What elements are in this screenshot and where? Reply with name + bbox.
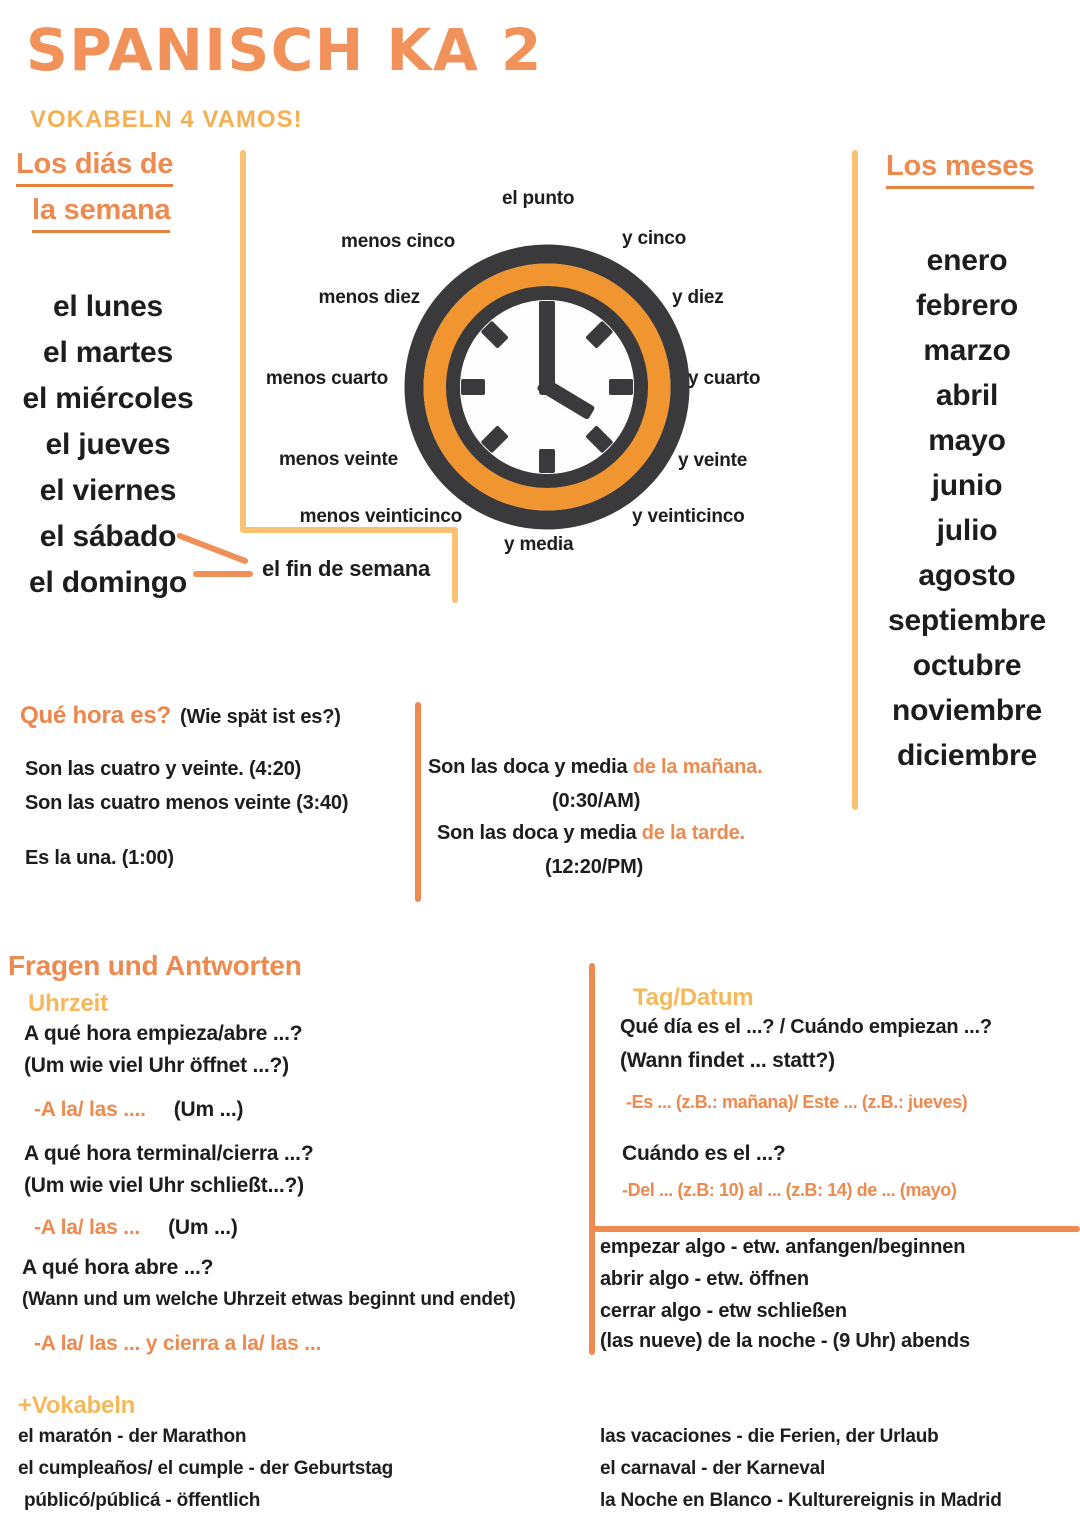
time-heading-row — [20, 702, 341, 730]
answer-text: -A la/ las ... y cierra a la/ las ... — [34, 1332, 322, 1355]
time-example-text: Son las doca y media — [428, 756, 633, 778]
qa-divider-vertical-line — [589, 963, 595, 1355]
vocab-item: el cumpleaños/ el cumple - der Geburtstag — [18, 1458, 394, 1479]
answer-note: (Um ...) — [173, 1098, 244, 1121]
clock-label-y-media: y media — [504, 534, 574, 555]
month-item: abril — [935, 379, 999, 412]
days-list — [2, 284, 214, 606]
time-example: Son las cuatro y veinte. (4:20) — [25, 758, 302, 780]
clock-label-y-cuarto: y cuarto — [688, 368, 761, 389]
clock-label-menos-cinco: menos cinco — [341, 231, 455, 252]
answer-note: (Um ...) — [168, 1216, 238, 1239]
verb-item: empezar algo - etw. anfangen/beginnen — [600, 1236, 966, 1258]
question-translation: (Um wie viel Uhr öffnet ...?) — [24, 1054, 289, 1077]
question-text: A qué hora abre ...? — [22, 1256, 214, 1279]
verb-item: cerrar algo - etw schließen — [600, 1300, 847, 1322]
clock-label-menos-veinte: menos veinte — [278, 449, 398, 470]
days-heading-line2: la semana — [32, 194, 170, 233]
vocab-item: las vacaciones - die Ferien, der Urlaub — [600, 1426, 939, 1447]
month-item: octubre — [912, 649, 1022, 682]
weekend-label: el fin de semana — [262, 556, 430, 581]
page-subtitle: VOKABELN 4 VAMOS! — [30, 106, 303, 133]
question-text: Cuándo es el ...? — [622, 1142, 786, 1165]
time-example-text: Son las doca y media — [437, 822, 642, 844]
day-item: el lunes — [52, 290, 164, 323]
question-translation: (Um wie viel Uhr schließt...?) — [24, 1174, 304, 1197]
weekend-connector-line-domingo — [193, 571, 253, 577]
vocab-item: públicó/públicá - öffentlich — [24, 1490, 261, 1511]
answer-text: -A la/ las .... — [34, 1098, 146, 1121]
page-title: SPANISCH KA 2 — [26, 16, 543, 84]
month-item: febrero — [916, 289, 1018, 322]
time-example-pm — [437, 822, 745, 845]
clock-label-menos-cuarto: menos cuarto — [265, 368, 388, 389]
month-item: septiembre — [887, 604, 1047, 637]
month-item: agosto — [918, 559, 1016, 592]
months-heading: Los meses — [886, 150, 1034, 189]
day-item: el martes — [43, 336, 173, 369]
answer-row — [34, 1098, 243, 1122]
verb-item: abrir algo - etw. öffnen — [600, 1268, 809, 1290]
time-example-am — [428, 756, 762, 779]
clock-label-y-cinco: y cinco — [622, 228, 687, 249]
time-heading: Qué hora es? — [20, 702, 171, 729]
time-example-highlight: de la mañana. — [632, 756, 763, 778]
days-heading-line1: Los diás de — [16, 148, 173, 187]
month-item: mayo — [928, 424, 1006, 457]
clock-illustration — [402, 242, 692, 532]
day-item: el viernes — [39, 474, 177, 507]
clock-label-menos-veinticinco: menos veinticinco — [299, 506, 462, 527]
answer-row — [34, 1216, 238, 1240]
day-item: el miércoles — [22, 382, 194, 415]
months-list — [862, 238, 1072, 778]
vocab-item: la Noche en Blanco - Kulturereignis in Madrid — [600, 1490, 1002, 1511]
month-item: junio — [931, 469, 1003, 502]
clock-label-y-veinticinco: y veinticinco — [632, 506, 745, 527]
answer-text: -Del ... (z.B: 10) al ... (z.B: 14) de ... (mayo) — [622, 1180, 957, 1200]
month-item: noviembre — [892, 694, 1042, 727]
month-item: diciembre — [897, 739, 1037, 772]
vocab-item: el carnaval - der Karneval — [600, 1458, 826, 1479]
months-divider-line — [852, 150, 858, 810]
clock-label-y-veinte: y veinte — [678, 450, 748, 471]
qa-heading: Fragen und Antworten — [8, 950, 302, 981]
time-example-am-digits: (0:30/AM) — [552, 790, 641, 812]
clock-label-el-punto: el punto — [502, 188, 575, 209]
question-text: A qué hora terminal/cierra ...? — [24, 1142, 314, 1165]
time-section-divider-line — [415, 702, 421, 902]
time-heading-note: (Wie spät ist es?) — [179, 706, 341, 728]
time-example: Es la una. (1:00) — [25, 847, 174, 869]
month-item: marzo — [923, 334, 1011, 367]
time-example-highlight: de la tarde. — [641, 822, 745, 844]
day-item: el jueves — [45, 428, 171, 461]
clock-bracket-vertical-line — [240, 150, 246, 532]
clock-label-y-diez: y diez — [672, 287, 724, 308]
day-item: el domingo — [29, 566, 187, 599]
question-translation: (Wann und um welche Uhrzeit etwas beginnt und endet) — [22, 1289, 516, 1310]
qa-subheading-tag-datum: Tag/Datum — [633, 984, 754, 1011]
question-text: A qué hora empieza/abre ...? — [24, 1022, 303, 1045]
month-item: julio — [936, 514, 998, 547]
answer-text: -A la/ las ... — [34, 1216, 141, 1239]
question-translation: (Wann findet ... statt?) — [620, 1049, 835, 1072]
vocab-heading: +Vokabeln — [18, 1392, 136, 1419]
verb-item: (las nueve) de la noche - (9 Uhr) abends — [600, 1330, 970, 1352]
clock-bracket-down-line — [452, 527, 458, 603]
qa-divider-horizontal-line — [589, 1226, 1080, 1232]
month-item: enero — [926, 244, 1008, 277]
clock-label-menos-diez: menos diez — [318, 287, 420, 308]
question-text: Qué día es el ...? / Cuándo empiezan ...? — [620, 1016, 992, 1038]
vocab-item: el maratón - der Marathon — [18, 1426, 247, 1447]
answer-text: -Es ... (z.B.: mañana)/ Este ... (z.B.: jueves) — [626, 1092, 968, 1112]
qa-subheading-uhrzeit: Uhrzeit — [28, 990, 108, 1017]
day-item: el sábado — [39, 520, 177, 553]
time-example: Son las cuatro menos veinte (3:40) — [25, 792, 349, 814]
time-example-pm-digits: (12:20/PM) — [545, 856, 644, 878]
